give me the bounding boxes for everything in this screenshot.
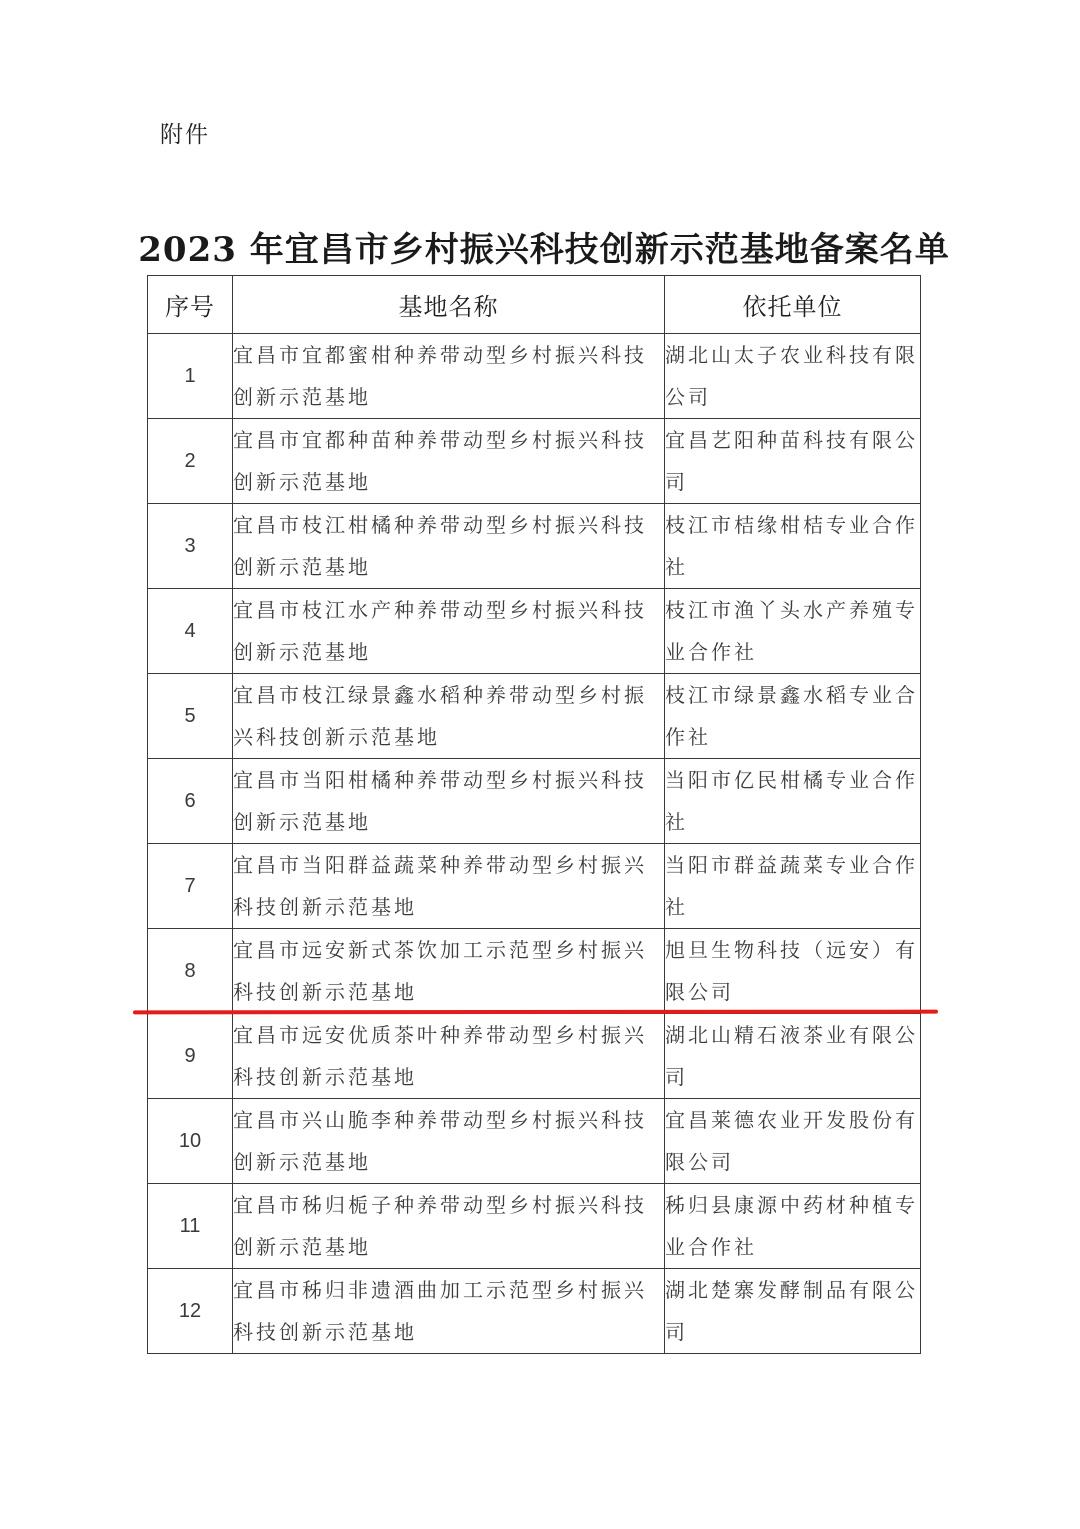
table-row	[148, 1184, 921, 1269]
row-base-name: 宜昌市秭归非遗酒曲加工示范型乡村振兴科技创新示范基地	[233, 1269, 665, 1354]
table-row	[148, 844, 921, 929]
roster-table	[147, 275, 921, 1354]
row-host-unit: 湖北楚寨发酵制品有限公司	[665, 1269, 921, 1354]
row-host-unit: 枝江市绿景鑫水稻专业合作社	[665, 674, 921, 759]
row-seq: 12	[148, 1269, 233, 1354]
table-row	[148, 1099, 921, 1184]
row-host-unit: 当阳市群益蔬菜专业合作社	[665, 844, 921, 929]
row-host-unit: 当阳市亿民柑橘专业合作社	[665, 759, 921, 844]
row-seq: 9	[148, 1014, 233, 1099]
row-seq: 8	[148, 929, 233, 1014]
table-header-row	[148, 276, 921, 334]
table-row	[148, 1014, 921, 1099]
header-base-name: 基地名称	[233, 276, 665, 334]
table-row	[148, 504, 921, 589]
row-host-unit: 枝江市渔丫头水产养殖专业合作社	[665, 589, 921, 674]
row-seq: 7	[148, 844, 233, 929]
table-row	[148, 1269, 921, 1354]
row-base-name: 宜昌市当阳群益蔬菜种养带动型乡村振兴科技创新示范基地	[233, 844, 665, 929]
row-seq: 3	[148, 504, 233, 589]
row-base-name: 宜昌市宜都种苗种养带动型乡村振兴科技创新示范基地	[233, 419, 665, 504]
row-seq: 2	[148, 419, 233, 504]
table-row	[148, 419, 921, 504]
row-host-unit: 湖北山精石液茶业有限公司	[665, 1014, 921, 1099]
row-base-name: 宜昌市当阳柑橘种养带动型乡村振兴科技创新示范基地	[233, 759, 665, 844]
row-base-name: 宜昌市枝江水产种养带动型乡村振兴科技创新示范基地	[233, 589, 665, 674]
table-row	[148, 759, 921, 844]
row-base-name: 宜昌市秭归栀子种养带动型乡村振兴科技创新示范基地	[233, 1184, 665, 1269]
row-seq: 6	[148, 759, 233, 844]
row-host-unit: 旭旦生物科技（远安）有限公司	[665, 929, 921, 1014]
row-seq: 5	[148, 674, 233, 759]
table-row	[148, 334, 921, 419]
row-base-name: 宜昌市远安新式茶饮加工示范型乡村振兴科技创新示范基地	[233, 929, 665, 1014]
row-base-name: 宜昌市兴山脆李种养带动型乡村振兴科技创新示范基地	[233, 1099, 665, 1184]
table-row	[148, 674, 921, 759]
table-row	[148, 589, 921, 674]
row-seq: 11	[148, 1184, 233, 1269]
row-host-unit: 湖北山太子农业科技有限公司	[665, 334, 921, 419]
row-host-unit: 枝江市桔缘柑桔专业合作社	[665, 504, 921, 589]
row-base-name: 宜昌市枝江柑橘种养带动型乡村振兴科技创新示范基地	[233, 504, 665, 589]
table-row	[148, 929, 921, 1014]
row-seq: 10	[148, 1099, 233, 1184]
row-host-unit: 宜昌莱德农业开发股份有限公司	[665, 1099, 921, 1184]
row-base-name: 宜昌市远安优质茶叶种养带动型乡村振兴科技创新示范基地	[233, 1014, 665, 1099]
red-highlight-line	[133, 1010, 938, 1015]
row-host-unit: 秭归县康源中药材种植专业合作社	[665, 1184, 921, 1269]
document-title: 2023 年宜昌市乡村振兴科技创新示范基地备案名单	[138, 230, 950, 270]
row-seq: 4	[148, 589, 233, 674]
row-base-name: 宜昌市宜都蜜柑种养带动型乡村振兴科技创新示范基地	[233, 334, 665, 419]
header-host-unit: 依托单位	[665, 276, 921, 334]
row-base-name: 宜昌市枝江绿景鑫水稻种养带动型乡村振兴科技创新示范基地	[233, 674, 665, 759]
row-seq: 1	[148, 334, 233, 419]
attachment-label: 附件	[160, 122, 210, 148]
header-seq: 序号	[148, 276, 233, 334]
row-host-unit: 宜昌艺阳种苗科技有限公司	[665, 419, 921, 504]
